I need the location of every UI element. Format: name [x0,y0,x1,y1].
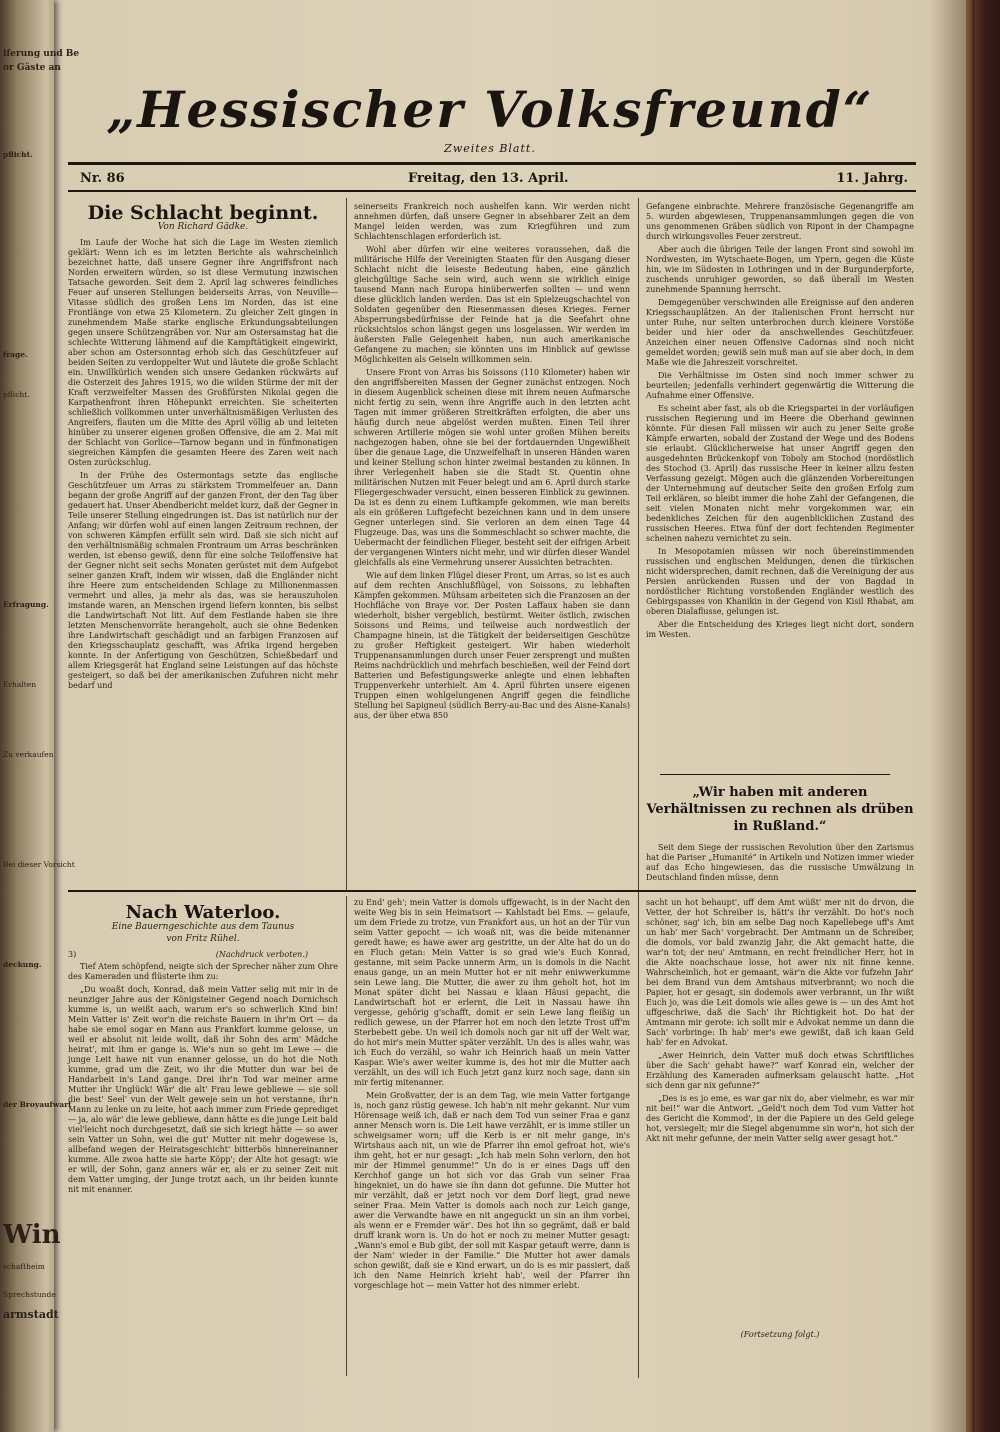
article-column [646,782,914,892]
article-separator [660,774,890,775]
strip-fragment: armstadt [3,1308,59,1321]
article-author: Von Richard Gädke. [157,222,249,232]
strip-fragment: iferung und Be [3,49,80,59]
paragraph: Mein Großvatter, der is an dem Tag, wie mein Vatter fortgange is, noch ganz rüstig gewese. Ich hab'n nit mehr gekannt. Nur vum Hörensage weiß ich, daß er nach dem Tod vun seiner Fraa e ganz anner Mensch worn is. Die Leit hawe verzählt, er is imme stiller un schweigsamer worn; uff die Kerb is er nit mehr gange, in's Wirtshaus aach nit, un wie de Pfarrer ihn emol gefroat hot, wie's ihm geht, hot er nur gesagt: „Ich hab mein Sohn verlorn, den hot mir der Himmel genumme!“ Un do is er eines Dags uff den Kerchhof gange un hot sich vor das Grab vun seiner Fraa hingekniet, un do hawe sie ihn dann dot gefunne. Die Mutter hot mir verzählt, daß er jetzt noch vor dem Dorf liegt, grad newe seiner Fraa. Mein Vatter is domols aach noch zur Leich gange, awer die Verwandte hawe en nit angeguckt un sin an ihm vorbei, als wenn er e Fremder wär'. Des hot ihn so gegrämt, daß er bald druff krank worn is. Un do hot er noch zu meiner Mutter gesagt: „Wann's emol e Bub gibt, der soll mit Kaspar getauft werre, dann is der Nam' wieder in der Familie.“ Die Mutter hot awer damals schon gewißt, daß sie e Kind erwart, un do is es mir passiert, daß ich den Name Heinrich krieht hab', weil der Pfarrer ihn vorgeschlage hot — mein Vatter hot des nimmer erlebt. [354,1091,630,1290]
article-title: Die Schlacht beginnt. [87,202,319,224]
column-divider [638,198,639,1378]
article-meta [68,950,338,962]
paragraph: In Mesopotamien müssen wir noch übereinstimmenden russischen und englischen Meldungen, denen die türkischen nicht widersprechen, damit rechnen, daß die Vereinigung der aus Persien anrückenden Russen und der von Bagdad in nordöstlicher Richtung vorstoßenden Engländer westlich des Gebirgspasses von Khanikin in der Gegend von Kisil Rhabat, am oberen Dialaflusse, gelungen ist. [646,547,914,616]
paragraph: Wohl aber dürfen wir eine weiteres voraussehen, daß die militärische Hilfe der Vereinigten Staaten für den Ausgang dieser Schlacht nicht die leiseste Bedeutung haben, eine gänzlich gleichgültige Sache sein wird, auch wenn sie wirklich einige tausend Mann nach Europa hinüberwerfen sollten — und wenn diese glücklich landen werden. Das ist ein Spielzeugschachtel von Soldaten gegenüber den Riesenmassen dieses Krieges. Ferner Absperrungsbedürfnisse der Feinde hat ja die Seefahrt ohne rücksichtslos schon längst gegen uns losgelassen. Wir werden im äußersten Falle Gelegenheit haben, nun auch amerikanische Gefangene zu machen; sie könnten uns im Hinblick auf gewisse Möglichkeiten als Geiseln willkommen sein. [354,245,630,364]
strip-fragment: deckung. [3,960,42,969]
strip-fragment: pflicht. [3,150,33,159]
paragraph: Demgegenüber verschwinden alle Ereignisse auf den anderen Kriegsschauplätzen. An der italienischen Front herrscht nur unter Ruhe, nur selten unterbrochen durch kleinere Vorstöße beider und hier oder da anschwellendes Geschützfeuer. Anzeichen einer neuen Offensive Cadornas sind noch nicht gemeldet worden; gewiß sein muß man auf sie aber doch, in dem Maße wie die Jahreszeit vorschreitet. [646,298,914,367]
strip-fragment: der Broyaufwart [3,1100,72,1109]
adjacent-page-strip [0,0,80,1432]
strip-fragment: or Gäste an [3,63,61,73]
dateline [68,168,916,190]
strip-fragment: frage. [3,350,28,359]
reprint-note: (Nachdruck verboten.) [215,950,308,959]
article-subtitle: Eine Bauerngeschichte aus dem Taunus [111,922,295,932]
continuation-note: (Fortsetzung folgt.) [740,1330,820,1339]
article-column [646,898,914,1338]
strip-fragment: Win [3,1220,61,1250]
strip-fragment: Erfragung. [3,600,49,609]
book-binding [966,0,1000,1432]
strip-fragment: Bei dieser Vorsicht [3,860,75,869]
article-title: Nach Waterloo. [125,902,281,923]
issue-number: Nr. 86 [80,171,125,186]
paragraph: Tief Atem schöpfend, neigte sich der Sprecher näher zum Ohre des Kameraden und flüsterte ihm zu: [68,962,338,981]
installment-number: 3) [68,950,77,959]
column-divider [346,198,347,890]
paragraph: In der Frühe des Ostermontags setzte das englische Geschützfeuer um Arras zu stärkstem Trommelfeuer an. Dann begann der große Angriff auf der ganzen Front, der den Tag über gedauert hat. Unser Abendbericht meldet kurz, daß der Gegner in Teile unserer Stellung eingedrungen ist. Das ist natürlich nur der Anfang; wir dürfen wohl auf einen langen Zeitraum rechnen, der von schweren Kämpfen erfüllt sein wird. Daß sie sich nicht auf den verhältnismäßig schmalen Frontraum um Arras beschränken werden, ist ebenso gewiß, denn für eine solche Teiloffensive hat der Gegner nicht seit sechs Monaten gerüstet mit dem Aufgebot seiner ganzen Kraft, indem wir wissen, daß die Engländer nicht ihre Heere zum entscheidenden Schlage zu Millionenmassen vermehrt und alles, ja mehr als das, was sie herauszuholen imstande waren, an Menschen irgend liefern konnten, bis selbst die Landwirtschaft Not litt. Auf dem Festlande haben sie ihre letzten Menschenvorräte herangeholt, auch sie ohne Bedenken ihre Landwirtschaft geschädigt und an farbigen Franzosen auf den Kriegsschauplatz geschafft, was Afrika irgend hergeben konnte. In der Anfertigung von Geschützen, Schießbedarf und allem Kriegsgerät hat England seine Leistungen auf das höchste gesteigert, so daß bei der amerikanischen Zufuhren nicht mehr bedarf und [68,471,338,690]
article-title: „Wir haben mit anderen Verhältnissen zu rechnen als drüben in Rußland.“ [646,785,914,834]
article-column [646,202,914,762]
paragraph: Die Verhältnisse im Osten sind noch immer schwer zu beurteilen; jedenfalls verhindert gegenwärtig die Witterung die Aufnahme einer Offensive. [646,371,914,400]
paragraph: sacht un hot behaupt', uff dem Amt wüßt' mer nit do drvon, die Vetter, der hot Schreiber is, hätt's ihr verzählt. Do hot's noch schöner, sag' ich, bin am selbe Dag noch Kapellebege uff's Amt un hab' mer Sach' vorgebracht. Der Amtmann un de Schreiber, die domols, vor bald zwanzig Jahr, die Akt gemacht hatte, die war'n tot; der neu' Amtmann, en recht freindlicher Herr, hot in die Akte noachschaue losse, hot awer nix nit finne kenne. Wahrscheinlich, hot er gemaant, wär'n die Akte vor fufzehn Jahr' bei dem Brand vun dem Amtshaus mitverbrannt; wo noch die Papier, hot er gesagt, sin dodemols awer verbrannt, un Ihr wißt Euch jo, was die Leit domols wie alles gewe is — un des Amt hot uffgeschriwe, daß die Sach' ihr Richtigkeit hot. Do hat der Amtmann mir gerote: ich sollt mir e Advokat nemme un dann die Sach' vorbringe: Ih hab' mer's ewe gewißt, daß ich kaan Geld hab' fer en Advokat. [646,898,914,1047]
article-column [68,898,338,1368]
paragraph: Wie auf dem linken Flügel dieser Front, um Arras, so ist es auch auf dem rechten Anschlußflügel, von Soissons, zu lebhaften Kämpfen gekommen. Mühsam arbeiteten sich die Franzosen an der Hochfläche von Braye vor. Der Posten Laffaux haben sie dann wiederholt, bisher vergeblich, bestürmt. Weiter östlich, zwischen Soissons und Reims, und teilweise auch nordwestlich der Champagne hinein, ist die Tätigkeit der beiderseitigen Geschütze zu großer Heftigkeit gesteigert. Wir haben wiederholt Truppenansammlungen durch unser Feuer zersprengt und mußten Reims nachdrücklich und mehrfach beschießen, weil der Feind dort Batterien und Befestigungswerke anlegte und einen lebhaften Truppenverkehr unterhielt. Am 4. April führten unsere eigenen Truppen einen wohlgelungenen Angriff gegen die feindliche Stellung bei Sapigneul (südlich Berry-au-Bac und des Aisne-Kanals) aus, der über etwa 850 [354,571,630,720]
article-column [354,202,630,890]
article-author: von Fritz Rühel. [166,934,240,944]
strip-fragment: Sprechstunde [3,1290,56,1299]
header-rule-top [68,162,916,165]
paragraph: „Des is es jo eme, es war gar nix do, aber vielmehr, es war mir nit bei!“ war die Antwort. „Geld't noch dem Tod vum Vatter hot des Gericht die Kommod', in der die Papiere un des Geld gelege hot, versiegelt; mir die Siegel abgenumme sin wor'n, hot sich der Akt nit mehr gefunne, der mein Vatter selig awer gesagt hot.“ [646,1094,914,1143]
header-rule-bottom [68,190,916,192]
paragraph: zu End' geh'; mein Vatter is domols uffgewacht, is in der Nacht den weite Weg bis in sein Heimatsort — Kahlstadt bei Ems. — gelaufe, um dem Friede zu trotze, vun Frankfort aus, un hot an der Tür vun seim Vatter gepocht — ich woaß nit, was die beide mitenanner geredt hawe; es hawe awer arg gestritte, un der Alte hat do un do en Fluch getan: Mein Vatter is so grad wie's Euch Konrad, gestanne, mit seim Packe unnerm Arm, un is domols in die Nacht enaus gange, un an mein Mutter hot er nit mehr eniwwerkumme sein Lewe lang. Die Mutter, die awer zu ihm geholt hot, hot im Monat später dicht bei Nassau e klaan Häusi gepacht, die Landwirtschaft hot er erlernt, die Leit in Nassau hawe ihn vergesse, gehörig g'schafft, domit er sein Lewe lang fleißig un redlich gewese, un der Pfarrer hot em noch den letzte Trost uff'm Sterbebett gebe. Un weil ich domols noch gar nit uff der Welt war, do hot mir's mein Mutter später verzählt. Un des is alles wahr, was ich Euch do verzähl, so wahr ich Heinrich haaß un mein Vatter Kaspar. Wie's awer weiter kumme is, des hot mir die Mutter aach verzählt, un des will ich Euch jetzt ganz kurz noch sage, dann sin mir fertig mitenanner. [354,898,630,1087]
masthead-title: „Hessischer Volksfreund“ [106,80,874,139]
article-column [68,200,338,890]
paragraph: „Du woaßt doch, Konrad, daß mein Vatter selig mit mir in de neunziger Jahre aus der Königsteiner Gegend noach Dornichsch kumme is, un weißt aach, warum er's so schwerlich Kind bin! Mein Vatter is' Zeit wor'n die reichste Bauern in ihr'm Ort — da habe sie emol sogar en Mann aus Frankfort kumme gelosse, un weil er absolut nit leide wollt, daß ihr Sohn des arm' Mädche heirat', mit ihm er gange is. Wie's nun so geht im Lewe — die junge Leit hawe nit vun enanner gelosse, un do hot die Noth kumme, grad um die Zeit, wo ihr die Mutter dun war bei de Handarbeit in's Land gange. Drei ihr'n Tod war meiner arme Mutter ihr Unglück! Wär' die alt' Frau lewe gebliewe — sie soll die best' Seel' vun der Welt geweje sein un hot verstanne, ihr'n Mann zu lenke un zu leite, hot aach immer zum Friede geprediget — ja, alo wär' die lewe gebliewe, dann hätte es die junge Leit bald viel'leicht noch durchgesetzt, daß sie sich kriegt hätte — so awer sein Vatter un Sohn, wei die gut' Mutter nit mehr dogewese is, allbefand wegen der Heiratsgeschicht' bitterbös hinnereinanner kumme. Alle zwoa hatte sie harte Köpp'; der Alte hot gesagt: wie er will, der Sohn, ganz anners wär er, als er zu seiner Zeit mit dem Vatter umging, der Junge trotzt aach, un ihr beiden kunnte nit mit enanner. [68,985,338,1194]
paragraph: Unsere Front von Arras bis Soissons (110 Kilometer) haben wir den angriffsbereiten Massen der Gegner zunächst entzogen. Noch in diesem Augenblick scheinen diese mit ihrem neuen Aufmarsche nicht fertig zu sein, wenn ihre Angriffe auch in den letzten acht Tagen mit immer größeren Streitkräften erfolgten, die aber uns häufig durch neue abgelöst werden mußten. Einen Teil ihrer schweren Artillerie mögen sie wohl unter großen Mühen bereits nachgezogen haben, ohne sie bei der fortdauernden Ungewißheit über die genaue Lage, die Unzweifelhaft in unseren Händen waren und keiner Stellung schon hinter zweimal bestanden zu können. In ihrer Verlegenheit haben sie die Stadt St. Quentin ohne militärischen Nutzen mit Feuer belegt und am 6. April durch starke Fliegergeschwader versucht, einen besseren Einblick zu gewinnen. Da ist es denn zu einem Luftkampfe gekommen, wie man bereits als ein größeren Luftgefecht bezeichnen kann und in dem unsere Gegner unterlegen sind. Sie verloren an dem einen Tage 44 Flugzeuge. Das, was uns die Sommeschlacht so schwer machte, die Uebermacht der feindlichen Flieger, besteht seit der eifrigen Arbeit der vergangenen Winters nicht mehr, und wir dürfen dieser Wandel gleichfalls als eine Vermehrung unserer Aussichten betrachten. [354,368,630,567]
paragraph: seinerseits Frankreich noch aushelfen kann. Wir werden nicht annehmen dürfen, daß unsere Gegner in absehbarer Zeit an dem Mangel leiden werden, was zum Kriegführen und zum Schlachtenschlagen erforderlich ist. [354,202,630,241]
paragraph: Es scheint aber fast, als ob die Kriegspartei in der vorläufigen russischen Regierung und im Heere die Oberhand gewinnen könnte. Für diesen Fall müssen wir auch zu jener Seite große Kämpfe erwarten, sobald der Zustand der Wege und des Bodens sie erlaubt. Glücklicherweise hat unser Angriff gegen den ausgedehnten Brückenkopf von Toboly am Stochod (nordöstlich des Stochod (3. April) das russische Heer in keiner allzu festen Verfassung gezeigt. Mögen auch die glänzenden Vorbereitungen der Unternehmung auf deutscher Seite den großen Erfolg zum Teil erklären, so bleibt immer die hohe Zahl der Gefangenen, die seit vielen Monaten nicht mehr vorgekommen war, ein bedenkliches Zeichen für den augenblicklichen Zustand des russischen Heeres. Etwa fünf der dort fechtenden Regimenter scheinen nahezu vernichtet zu sein. [646,404,914,543]
paragraph: „Awer Heinrich, dein Vatter muß doch etwas Schriftliches über die Sach' gehabt hawe?“ warf Konrad ein, welcher der Erzählung des Kameraden aufmerksam gelauscht hatte. „Hot sich denn gar nix gefunne?“ [646,1051,914,1090]
paragraph: Seit dem Siege der russischen Revolution über den Zarismus hat die Pariser „Humanité“ in Artikeln und Notizen immer wieder auf das Echo hingewiesen, das die russische Umwälzung in Deutschland finden müsse, denn [646,843,914,882]
section-rule [68,890,916,892]
volume-year: 11. Jahrg. [836,171,908,186]
column-divider [346,896,347,1376]
article-column [354,898,630,1376]
strip-fragment: Erhalten [3,680,37,689]
strip-fragment: schaftheim [3,1262,45,1271]
paragraph: Im Laufe der Woche hat sich die Lage im Westen ziemlich geklärt: Wenn ich es im letzten Berichte als wahrscheinlich bezeichnet hatte, daß unsere Gegner ihre Angriffsfront nach Norden erweitern würden, so ist diese Vermutung inzwischen Tatsache geworden. Seit dem 2. April lag schweres feindliches Feuer auf unseren Stellungen beiderseits Arras, von Neuville—Vitasse südlich des großen Lens im Norden, das ist eine Frontlänge von etwa 25 Kilometern. Zu gleicher Zeit gingen in zunehmendem Maße starke englische Erkundungsabteilungen gegen unsere Schützengräben vor. Nur am Ostersamstag hat die schlechte Witterung lähmend auf die Kampftätigkeit eingewirkt, aber schon am Ostersonntag erhob sich das Geschützfeuer auf beiden Seiten zu verdoppelter Wut und läutete die große Schlacht ein. Unwillkürlich wenden sich unsere Gedanken rückwärts auf die Osterzeit des Jahres 1915, wo die wilden Stürme der mit der Kraft verzweifelter Massen des Großfürsten Nikolai gegen die Karpathenfront ihren Höhepunkt erreichten. Sie scheiterten schließlich vollkommen unter unverhältnismäßigen Verlusten des Angreifers, flauten um die Mitte des April völlig ab und leiteten hinüber zu unserer eigenen großen Offensive, die am 2. Mai mit der Schlacht von Gorlice—Tarnow begann und in fünfmonatigen siegreichen Kämpfen die gesamten Heere des Zaren weit nach Osten zurückschlug. [68,238,338,467]
paragraph: Aber auch die übrigen Teile der langen Front sind sowohl im Nordwesten, im Wytschaete-Bogen, um Ypern, gegen die Küste hin, wie im Südosten in Lothringen und in der Burgunderpforte, zuschends unruhiger geworden, so daß überall im Westen zunehmende Spannung herrscht. [646,245,914,294]
paragraph: Gefangene einbrachte. Mehrere französische Gegenangriffe am 5. wurden abgewiesen, Truppenansammlungen gegen die von uns genommenen Gräben südlich von Ripont in der Champagne durch wirkungsvolles Feuer zerstreut. [646,202,914,241]
paragraph: Aber die Entscheidung des Krieges liegt nicht dort, sondern im Westen. [646,620,914,639]
newspaper-page [60,30,920,1410]
strip-fragment: pflicht. [3,390,30,399]
strip-fragment: Zu verkaufen [3,750,54,759]
issue-date: Freitag, den 13. April. [408,171,569,186]
masthead-subtitle: Zweites Blatt. [444,142,536,155]
